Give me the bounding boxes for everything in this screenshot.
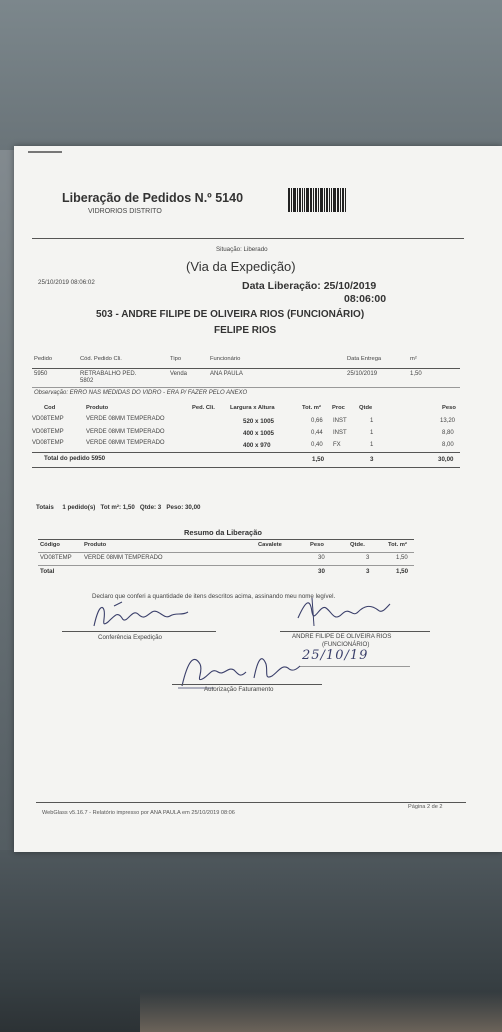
client-alias: FELIPE RIOS (214, 325, 277, 336)
item-qtde: 1 (370, 442, 374, 448)
items-bottom-divider (32, 467, 460, 468)
signature-line-left (62, 631, 216, 632)
order-row-divider (32, 387, 460, 388)
signature-conferencia (88, 598, 198, 632)
item-qtde: 1 (370, 418, 374, 424)
signature-line-right (280, 631, 430, 632)
summary-col-cavalete: Cavalete (258, 542, 282, 548)
item-medida: 400 x 970 (243, 442, 271, 449)
item-peso: 8,00 (442, 442, 454, 448)
item-proc: INST (333, 418, 347, 424)
items-total-label: Total do pedido 5950 (44, 455, 106, 462)
col-cod-cli: Cód. Pedido Cli. (80, 356, 122, 362)
release-date: Data Liberação: 25/10/2019 (242, 280, 377, 292)
item-m2: 0,40 (311, 442, 323, 448)
col-ped-cli: Ped. Cli. (192, 405, 215, 411)
item-medida: 400 x 1005 (243, 430, 274, 437)
barcode-icon (288, 188, 348, 212)
background-desk-bottom (0, 850, 502, 1032)
summary-row-divider (38, 565, 414, 566)
summary-col-qtde: Qtde. (350, 542, 365, 548)
col-proc: Proc (332, 405, 345, 411)
items-total-divider (32, 452, 460, 453)
summary-tot-m2: 1,50 (396, 555, 408, 561)
item-produto: VERDE 08MM TEMPERADO (86, 429, 165, 435)
item-cod: VD08TEMP (32, 429, 64, 435)
item-proc: INST (333, 430, 347, 436)
summary-total-qtde: 3 (366, 568, 370, 575)
item-cod: VD08TEMP (32, 416, 64, 422)
summary-header-divider (38, 552, 414, 553)
item-medida: 520 x 1005 (243, 418, 274, 425)
client-name: 503 - ANDRE FILIPE DE OLIVEIRA RIOS (FUNCIONÁRIO) (96, 309, 365, 320)
via-label: (Via da Expedição) (186, 259, 296, 274)
item-peso: 13,20 (440, 418, 456, 424)
declaration-text: Declaro que conferi a quantidade de itens descritos acima, assinando meu nome legível. (92, 593, 336, 600)
col-funcionario: Funcionário (210, 356, 241, 362)
item-qtde: 1 (370, 430, 374, 436)
item-proc: FX (333, 442, 341, 448)
release-time: 08:06:00 (344, 293, 387, 305)
signature-funcionario (292, 594, 392, 628)
date-line (300, 666, 410, 667)
observation: Observação: ERRO NAS MEDIDAS DO VIDRO - ERA P/ FAZER PELO ANEXO (34, 390, 248, 396)
totals-line: Totais 1 pedido(s) Tot m²: 1,50 Qtde: 3 Peso: 30,00 (36, 504, 201, 511)
summary-total-label: Total (40, 568, 55, 575)
company-name: VIDRORIOS DISTRITO (88, 208, 162, 215)
items-total-m2: 1,50 (312, 456, 325, 463)
conferencia-label: Conferência Expedição (98, 634, 162, 641)
handwritten-date: 25/10/19 (302, 648, 369, 663)
paper-mark (28, 151, 62, 153)
items-total-qtde: 3 (370, 456, 374, 463)
summary-col-codigo: Código (40, 542, 60, 548)
summary-produto: VERDE 08MM TEMPERADO (84, 555, 163, 561)
autorizacao-label: Autorização Faturamento (204, 686, 274, 693)
print-datetime: 25/10/2019 08:06:02 (38, 279, 95, 286)
summary-qtde: 3 (366, 555, 370, 561)
footer-page-number: Página 2 de 2 (408, 804, 443, 810)
col-produto: Produto (86, 405, 109, 411)
summary-top-divider (38, 539, 414, 540)
order-cod-cli-1: RETRABALHO PED. (80, 371, 137, 377)
signature-line-auth (172, 684, 322, 685)
col-tipo: Tipo (170, 356, 182, 362)
status-text: Situação: Liberado (216, 246, 268, 253)
release-document (14, 146, 502, 852)
order-header-divider (32, 368, 460, 369)
order-cod-cli-2: 5802 (80, 378, 94, 384)
document-title: Liberação de Pedidos N.º 5140 (62, 191, 244, 205)
order-tipo: Venda (170, 371, 188, 377)
summary-col-produto: Produto (84, 542, 107, 548)
col-tot-m2: Tot. m² (302, 405, 321, 411)
item-m2: 0,44 (311, 430, 323, 436)
col-pedido: Pedido (34, 356, 53, 362)
col-cod: Cod (44, 405, 56, 411)
col-peso: Peso (442, 405, 456, 411)
footer-divider (36, 802, 466, 803)
summary-col-tot-m2: Tot. m² (388, 542, 407, 548)
order-funcionario: ANA PAULA (210, 371, 243, 377)
item-m2: 0,66 (311, 418, 323, 424)
summary-codigo: VD08TEMP (40, 555, 72, 561)
background-desk-top (0, 0, 502, 150)
order-pedido: 5950 (34, 371, 48, 377)
funcionario-role-label: (FUNCIONÁRIO) (322, 641, 370, 648)
order-m2: 1,50 (410, 371, 422, 377)
summary-col-peso: Peso (310, 542, 324, 548)
summary-total-tot-m2: 1,50 (396, 568, 409, 575)
order-data-entrega: 25/10/2019 (347, 371, 378, 377)
item-produto: VERDE 08MM TEMPERADO (86, 416, 165, 422)
item-peso: 8,80 (442, 430, 454, 436)
col-qtde: Qtde (359, 405, 373, 411)
col-m2: m² (410, 356, 417, 362)
item-cod: VD08TEMP (32, 440, 64, 446)
col-data-entrega: Data Entrega (347, 356, 382, 362)
col-largura-altura: Largura x Altura (230, 405, 275, 411)
summary-total-peso: 30 (318, 568, 325, 575)
item-produto: VERDE 08MM TEMPERADO (86, 440, 165, 446)
items-total-peso: 30,00 (438, 456, 454, 463)
funcionario-name-label: ANDRE FILIPE DE OLIVEIRA RIOS (292, 633, 392, 640)
footer-system-info: WebGlass v5.16.7 - Relatório impresso por ANA PAULA em 25/10/2019 08:06 (42, 810, 235, 816)
header-divider (32, 238, 464, 239)
summary-title: Resumo da Liberação (184, 528, 262, 537)
summary-peso: 30 (318, 555, 325, 561)
